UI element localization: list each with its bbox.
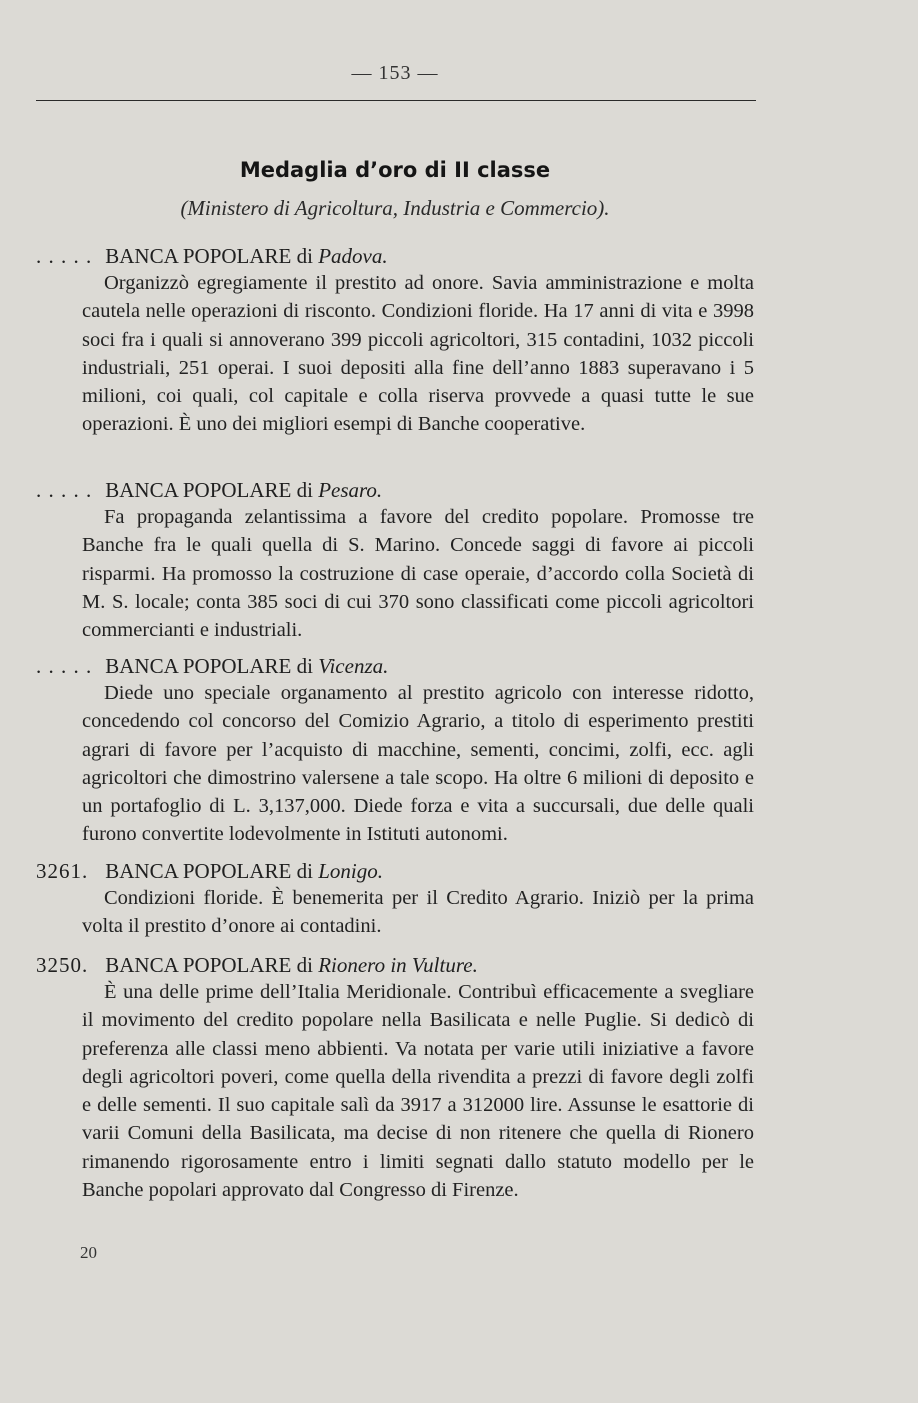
entry-number: . . . . . (36, 654, 93, 678)
entry-heading (36, 478, 382, 503)
entry-bank: BANCA POPOLARE di (105, 953, 313, 977)
entry-text: È una delle prime dell’Italia Meridionale. Contribuì efficacemente a svegliare il movimento del credito popolare nella Basilicata e nelle Puglie. Si dedicò di preferenza alle classi meno abbienti. Va notata per varie utili iniziative a favore degli agricoltori poveri, come quella della rivendita a prezzi di favore degli zolfi e delle sementi. Il suo capitale salì da 3917 a 312000 lire. Assunse le esattorie di varii Comuni della Basilicata, ma decise di non ritenere che quella di Rionero rimanendo rigorosamente entro i limiti segnati dallo statuto modello per le Banche popolari approvato dal Congresso di Firenze. (82, 981, 754, 1202)
entry-heading (36, 654, 388, 679)
entry-place: Vicenza. (318, 654, 389, 678)
entry-bank: BANCA POPOLARE di (105, 244, 313, 268)
entry-place: Rionero in Vulture. (318, 953, 478, 977)
entry-text: Fa propaganda zelantissima a favore del credito popolare. Promosse tre Banche fra le quali quella di S. Marino. Concede saggi di favore ai piccoli risparmi. Ha promosso la costruzione di case operaie, d’accordo colla Società di M. S. locale; conta 385 soci di cui 370 sono classificati come piccoli agricoltori commercianti e industriali. (82, 506, 754, 642)
entry-number: 3250. (36, 953, 89, 977)
entry-bank: BANCA POPOLARE di (105, 654, 313, 678)
entry-number: . . . . . (36, 478, 93, 502)
page-number: — 153 — (351, 62, 439, 84)
entry-place: Pesaro. (318, 478, 383, 502)
entry-bank: BANCA POPOLARE di (105, 478, 313, 502)
page-subtitle: (Ministero di Agricoltura, Industria e Commercio). (180, 196, 610, 220)
entry-bank: BANCA POPOLARE di (105, 859, 313, 883)
page-title: Medaglia d’oro di II classe (239, 158, 551, 182)
entry-place: Lonigo. (318, 859, 383, 883)
entry-place: Padova. (318, 244, 388, 268)
entry-heading (36, 953, 478, 978)
entry-text: Condizioni floride. È benemerita per il Credito Agrario. Iniziò per la prima volta il prestito d’onore ai contadini. (82, 887, 754, 938)
entry-number: 3261. (36, 859, 89, 883)
entry-number: . . . . . (36, 244, 93, 268)
entry-heading (36, 244, 388, 269)
entry-text: Diede uno speciale organamento al prestito agricolo con interesse ridotto, concedendo col concorso del Comizio Agrario, a titolo di esperimento prestiti agrari di favore per l’acquisto di macchine, sementi, concimi, zolfi, ecc. agli agricoltori che dimostrino valersene a tale scopo. Ha oltre 6 milioni di deposito e un portafoglio di L. 3,137,000. Diede forza e vita a succursali, due delle quali furono convertite lodevolmente in Istituti autonomi. (82, 682, 754, 846)
entry-text: Organizzò egregiamente il prestito ad onore. Savia amministrazione e molta cautela nelle operazioni di risconto. Condizioni floride. Ha 17 anni di vita e 3998 soci fra i quali si annoverano 399 piccoli agricoltori, 315 contadini, 1032 piccoli industriali, 251 operai. I suoi depositi alla fine dell’anno 1883 superavano i 5 milioni, coi quali, col capitale e colla riserva provvede a quasi tutte le sue operazioni. È uno dei migliori esempi di Banche cooperative. (82, 272, 754, 436)
signature-mark: 20 (80, 1243, 97, 1262)
header-rule (36, 100, 756, 101)
entry-heading (36, 859, 383, 884)
